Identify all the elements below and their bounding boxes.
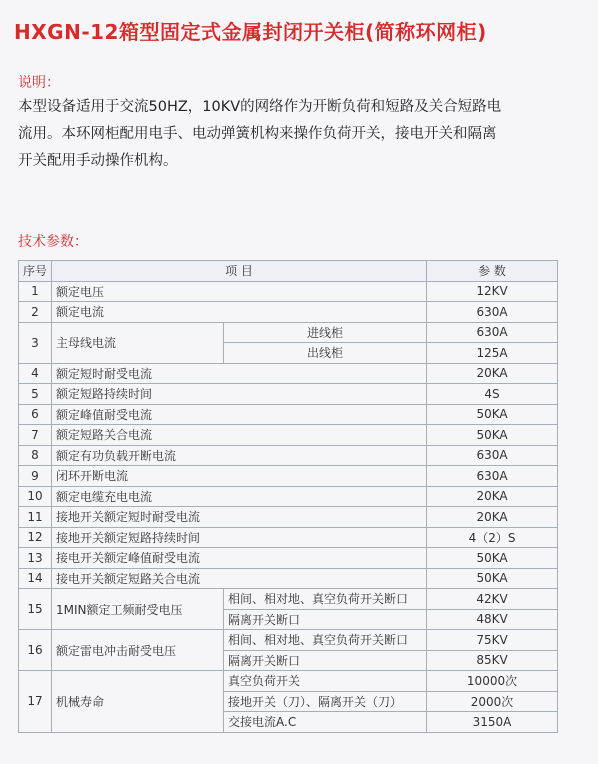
row-value: 10000次	[427, 671, 558, 692]
table-row	[19, 281, 558, 302]
params-heading: 技术参数：	[18, 234, 88, 250]
table-row	[19, 630, 558, 651]
row-sub-item: 隔离开关断口	[224, 650, 427, 671]
row-no: 13	[19, 548, 52, 569]
row-value: 20KA	[427, 507, 558, 528]
page-title: HXGN-12箱型固定式金属封闭开关柜(简称环网柜)	[14, 20, 487, 44]
row-value: 630A	[427, 322, 558, 343]
row-no: 14	[19, 568, 52, 589]
row-value: 630A	[427, 445, 558, 466]
row-item: 主母线电流	[52, 322, 224, 363]
row-no: 10	[19, 486, 52, 507]
description-line: 本型设备适用于交流50HZ，10KV的网络作为开断负荷和短路及关合短路电	[18, 99, 502, 115]
row-sub-item: 交接电流A.C	[224, 712, 427, 733]
row-value: 4（2）S	[427, 527, 558, 548]
table-row	[19, 486, 558, 507]
row-item: 接电开关额定峰值耐受电流	[52, 548, 427, 569]
row-item: 额定峰值耐受电流	[52, 404, 427, 425]
row-no: 15	[19, 589, 52, 630]
table-row	[19, 445, 558, 466]
description-line: 流用。本环网柜配用电手、电动弹簧机构来操作负荷开关，接电开关和隔离	[18, 126, 497, 142]
row-item: 接地开关额定短路持续时间	[52, 527, 427, 548]
row-value: 85KV	[427, 650, 558, 671]
row-item: 闭环开断电流	[52, 466, 427, 487]
row-sub-item: 相间、相对地、真空负荷开关断口	[224, 630, 427, 651]
row-value: 630A	[427, 466, 558, 487]
row-value: 125A	[427, 343, 558, 364]
row-value: 50KA	[427, 568, 558, 589]
row-value: 50KA	[427, 404, 558, 425]
header-value: 参 数	[427, 261, 558, 282]
table-row	[19, 302, 558, 323]
row-item: 额定短时耐受电流	[52, 363, 427, 384]
row-no: 7	[19, 425, 52, 446]
description-text	[18, 94, 578, 175]
row-sub-item: 出线柜	[224, 343, 427, 364]
table-row	[19, 466, 558, 487]
row-value: 48KV	[427, 609, 558, 630]
description-heading: 说明：	[18, 75, 60, 91]
row-sub-item: 真空负荷开关	[224, 671, 427, 692]
row-no: 2	[19, 302, 52, 323]
table-row	[19, 322, 558, 343]
row-item: 额定电缆充电电流	[52, 486, 427, 507]
table-row	[19, 548, 558, 569]
row-no: 9	[19, 466, 52, 487]
row-no: 8	[19, 445, 52, 466]
table-row	[19, 568, 558, 589]
table-row	[19, 507, 558, 528]
header-item: 项 目	[52, 261, 427, 282]
row-item: 额定电流	[52, 302, 427, 323]
spec-table-body	[19, 281, 558, 732]
row-value: 75KV	[427, 630, 558, 651]
row-sub-item: 进线柜	[224, 322, 427, 343]
table-header-row	[19, 261, 558, 282]
spec-table	[18, 260, 558, 733]
row-item: 接电开关额定短路关合电流	[52, 568, 427, 589]
row-value: 20KA	[427, 363, 558, 384]
table-row	[19, 404, 558, 425]
row-item: 额定短路关合电流	[52, 425, 427, 446]
table-row	[19, 363, 558, 384]
row-no: 3	[19, 322, 52, 363]
row-value: 630A	[427, 302, 558, 323]
row-value: 20KA	[427, 486, 558, 507]
row-item: 额定雷电冲击耐受电压	[52, 630, 224, 671]
row-value: 12KV	[427, 281, 558, 302]
row-no: 12	[19, 527, 52, 548]
description-line: 开关配用手动操作机构。	[18, 153, 178, 169]
row-sub-item: 隔离开关断口	[224, 609, 427, 630]
row-value: 42KV	[427, 589, 558, 610]
row-value: 3150A	[427, 712, 558, 733]
table-row	[19, 384, 558, 405]
row-item: 额定电压	[52, 281, 427, 302]
row-sub-item: 相间、相对地、真空负荷开关断口	[224, 589, 427, 610]
row-no: 5	[19, 384, 52, 405]
table-row	[19, 527, 558, 548]
row-item: 接地开关额定短时耐受电流	[52, 507, 427, 528]
row-item: 额定短路持续时间	[52, 384, 427, 405]
row-item: 额定有功负载开断电流	[52, 445, 427, 466]
table-row	[19, 589, 558, 610]
row-value: 50KA	[427, 548, 558, 569]
row-no: 11	[19, 507, 52, 528]
table-row	[19, 671, 558, 692]
row-no: 4	[19, 363, 52, 384]
row-sub-item: 接地开关（刀）、隔离开关（刀）	[224, 691, 427, 712]
row-item: 机械寿命	[52, 671, 224, 733]
row-no: 1	[19, 281, 52, 302]
table-row	[19, 425, 558, 446]
header-no: 序号	[19, 261, 52, 282]
row-no: 17	[19, 671, 52, 733]
row-value: 2000次	[427, 691, 558, 712]
row-no: 16	[19, 630, 52, 671]
row-value: 50KA	[427, 425, 558, 446]
row-item: 1MIN额定工频耐受电压	[52, 589, 224, 630]
row-no: 6	[19, 404, 52, 425]
row-value: 4S	[427, 384, 558, 405]
